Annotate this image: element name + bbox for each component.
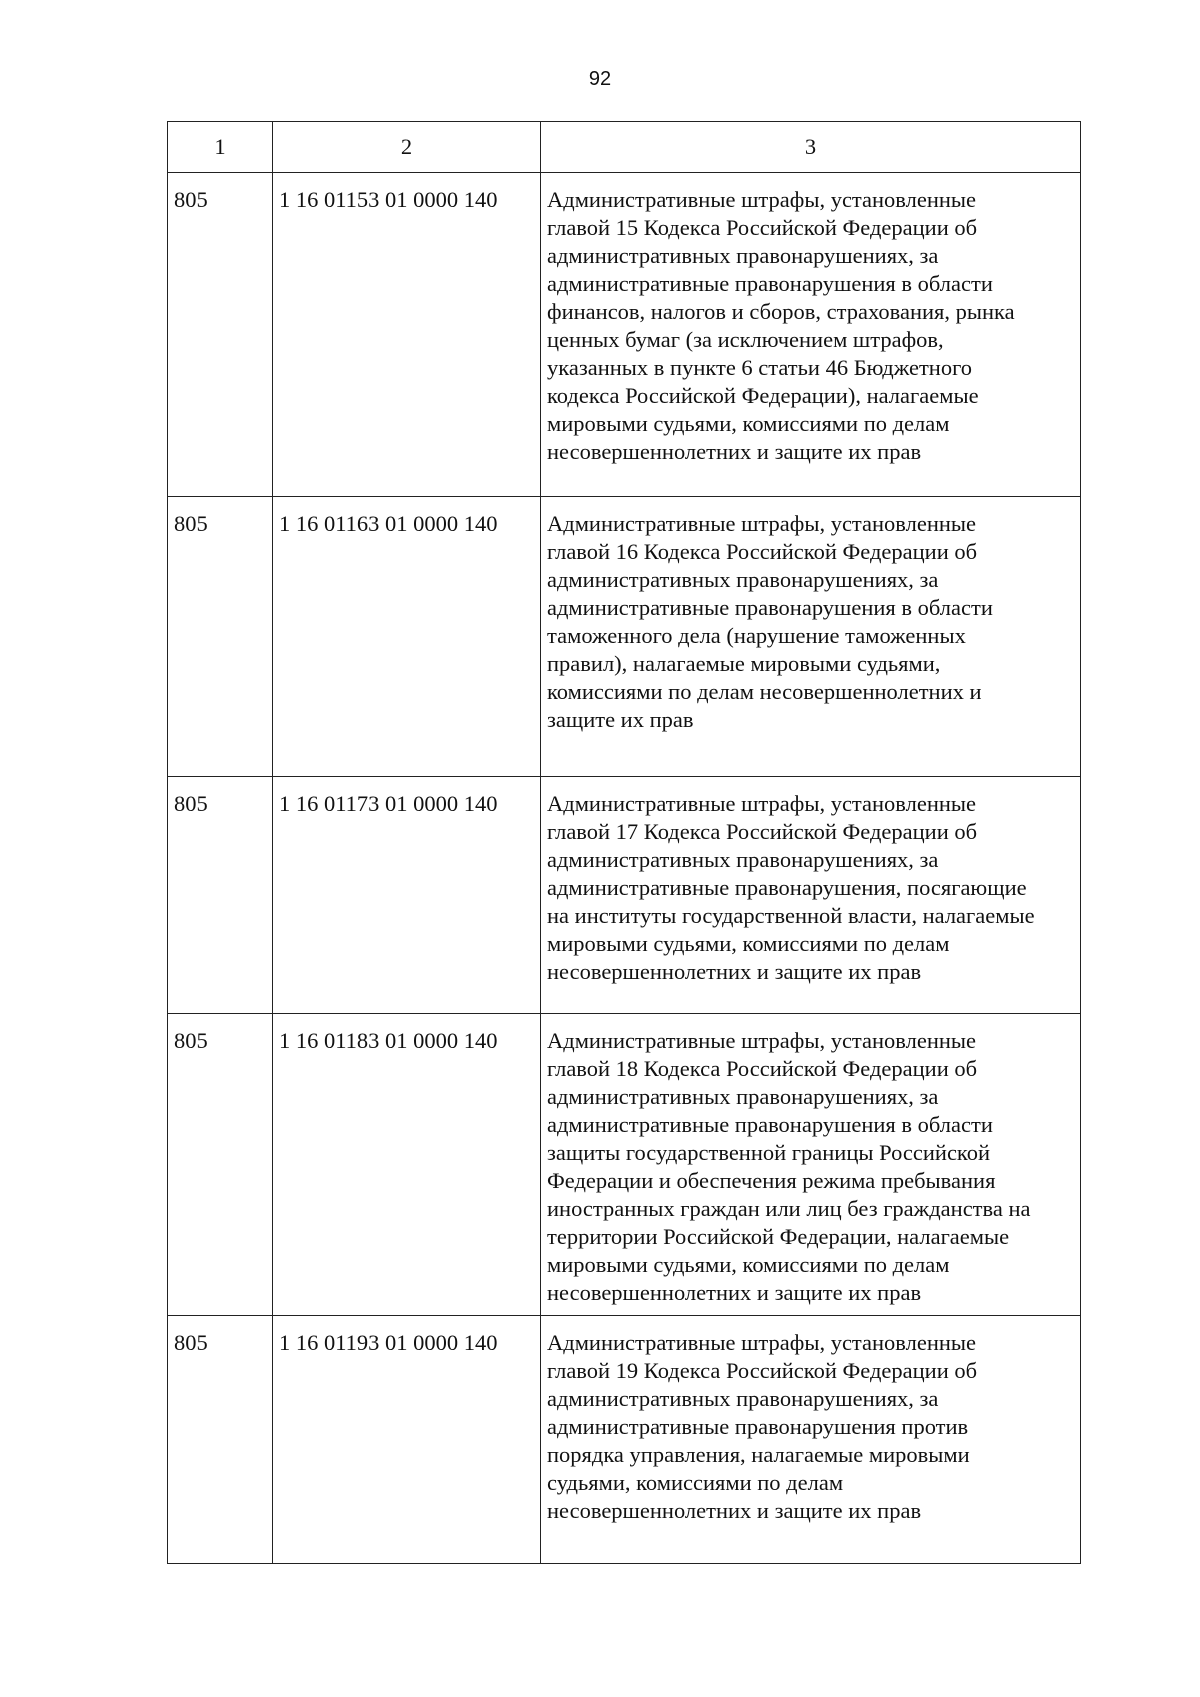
description-line: Административные штрафы, установленные <box>547 511 977 536</box>
table-row <box>168 1316 1081 1564</box>
description-line: административных правонарушениях, за <box>547 1386 939 1411</box>
description-line: финансов, налогов и сборов, страхования, рынка <box>547 299 1015 324</box>
description-line: защиты государственной границы Российской <box>547 1140 991 1165</box>
description-cell <box>541 173 1081 497</box>
description-line: кодекса Российской Федерации), налагаемые <box>547 383 979 408</box>
admin-code-cell: 805 <box>168 173 273 497</box>
kbk-code-cell: 1 16 01183 01 0000 140 <box>273 1014 541 1316</box>
description-line: главой 15 Кодекса Российской Федерации об <box>547 215 978 240</box>
description-line: административные правонарушения против <box>547 1414 969 1439</box>
description-line: на институты государственной власти, налагаемые <box>547 903 1035 928</box>
description-line: Административные штрафы, установленные <box>547 1028 977 1053</box>
description-line: Федерации и обеспечения режима пребывания <box>547 1168 996 1193</box>
description-line: несовершеннолетних и защите их прав <box>547 1280 922 1305</box>
description-line: несовершеннолетних и защите их прав <box>547 959 922 984</box>
description-line: главой 17 Кодекса Российской Федерации об <box>547 819 978 844</box>
description-line: несовершеннолетних и защите их прав <box>547 439 922 464</box>
description-line: административные правонарушения в области <box>547 1112 993 1137</box>
description-line: Административные штрафы, установленные <box>547 791 977 816</box>
table-row <box>168 1014 1081 1316</box>
kbk-code-cell: 1 16 01163 01 0000 140 <box>273 497 541 777</box>
description-cell <box>541 777 1081 1014</box>
admin-code-cell: 805 <box>168 1014 273 1316</box>
page-number: 92 <box>588 68 612 90</box>
description-line: правил), налагаемые мировыми судьями, <box>547 651 941 676</box>
kbk-code-cell: 1 16 01193 01 0000 140 <box>273 1316 541 1564</box>
description-line: административных правонарушениях, за <box>547 847 939 872</box>
budget-codes-table <box>167 121 1081 1564</box>
description-line: ценных бумаг (за исключением штрафов, <box>547 327 944 352</box>
description-line: административные правонарушения в области <box>547 271 993 296</box>
description-line: главой 16 Кодекса Российской Федерации об <box>547 539 978 564</box>
kbk-code-cell: 1 16 01173 01 0000 140 <box>273 777 541 1014</box>
description-line: указанных в пункте 6 статьи 46 Бюджетного <box>547 355 973 380</box>
description-cell <box>541 497 1081 777</box>
table-row <box>168 173 1081 497</box>
admin-code-cell: 805 <box>168 1316 273 1564</box>
description-line: административные правонарушения в области <box>547 595 993 620</box>
description-line: административные правонарушения, посягающие <box>547 875 1027 900</box>
description-line: мировыми судьями, комиссиями по делам <box>547 931 950 956</box>
admin-code-cell: 805 <box>168 497 273 777</box>
column-header-2: 2 <box>273 122 541 173</box>
description-line: административных правонарушениях, за <box>547 567 939 592</box>
description-line: Административные штрафы, установленные <box>547 1330 977 1355</box>
table-row <box>168 777 1081 1014</box>
description-line: территории Российской Федерации, налагаемые <box>547 1224 1010 1249</box>
description-cell <box>541 1316 1081 1564</box>
kbk-code-cell: 1 16 01153 01 0000 140 <box>273 173 541 497</box>
description-line: судьями, комиссиями по делам <box>547 1470 844 1495</box>
description-line: мировыми судьями, комиссиями по делам <box>547 1252 950 1277</box>
description-line: главой 19 Кодекса Российской Федерации об <box>547 1358 978 1383</box>
description-line: комиссиями по делам несовершеннолетних и <box>547 679 982 704</box>
description-line: мировыми судьями, комиссиями по делам <box>547 411 950 436</box>
description-line: порядка управления, налагаемые мировыми <box>547 1442 970 1467</box>
table-header-row <box>168 122 1081 173</box>
admin-code-cell: 805 <box>168 777 273 1014</box>
table-row <box>168 497 1081 777</box>
column-header-3: 3 <box>541 122 1081 173</box>
description-line: иностранных граждан или лиц без гражданства на <box>547 1196 1031 1221</box>
description-line: несовершеннолетних и защите их прав <box>547 1498 922 1523</box>
description-line: административных правонарушениях, за <box>547 1084 939 1109</box>
description-line: защите их прав <box>547 707 694 732</box>
description-line: главой 18 Кодекса Российской Федерации об <box>547 1056 978 1081</box>
description-cell <box>541 1014 1081 1316</box>
description-line: Административные штрафы, установленные <box>547 187 977 212</box>
description-line: административных правонарушениях, за <box>547 243 939 268</box>
description-line: таможенного дела (нарушение таможенных <box>547 623 966 648</box>
column-header-1: 1 <box>168 122 273 173</box>
